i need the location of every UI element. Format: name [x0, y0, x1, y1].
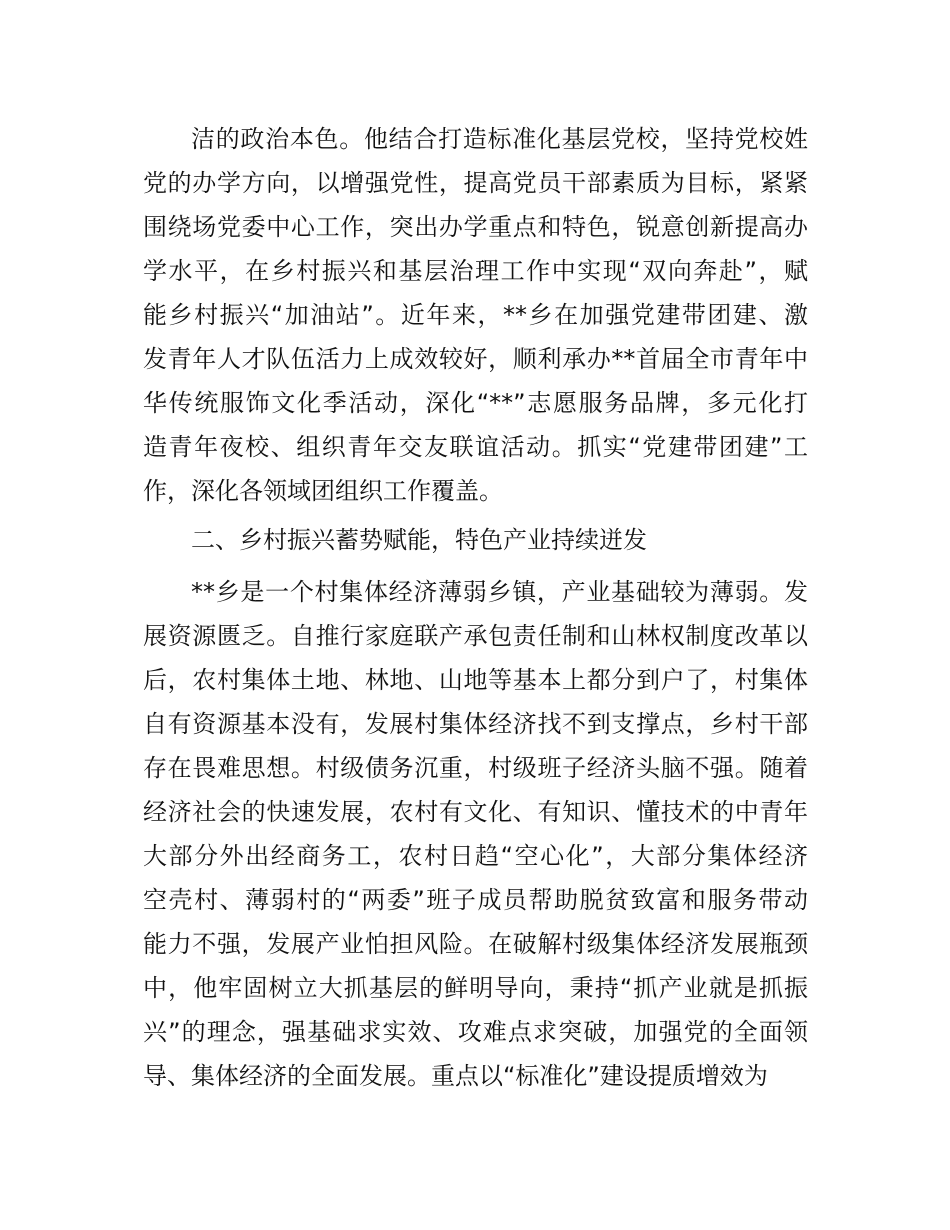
- text-line: 存在畏难思想。村级债务沉重，村级班子经济头脑不强。随着: [143, 754, 808, 782]
- text-line: **乡是一个村集体经济薄弱乡镇，产业基础较为薄弱。发: [191, 578, 808, 606]
- text-line: 学水平，在乡村振兴和基层治理工作中实现“双向奔赴”，赋: [143, 257, 808, 285]
- text-line: 兴”的理念，强基础求实效、攻难点求突破，加强党的全面领: [143, 1018, 808, 1046]
- section-heading-text: 二、乡村振兴蓄势赋能，特色产业持续迸发: [191, 526, 647, 554]
- text-line: 围绕场党委中心工作，突出办学重点和特色，锐意创新提高办: [143, 213, 808, 241]
- text-line: 大部分外出经商务工，农村日趋“空心化”，大部分集体经济: [143, 842, 808, 870]
- section-heading: [143, 518, 808, 562]
- text-line: 能乡村振兴“加油站”。近年来，**乡在加强党建带团建、激: [143, 301, 808, 329]
- text-line: 造青年夜校、组织青年交友联谊活动。抓实“党建带团建”工: [143, 433, 808, 461]
- text-line: 能力不强，发展产业怕担风险。在破解村级集体经济发展瓶颈: [143, 930, 808, 958]
- text-line: 自有资源基本没有，发展村集体经济找不到支撑点，乡村干部: [143, 710, 808, 738]
- text-line: 空壳村、薄弱村的“两委”班子成员帮助脱贫致富和服务带动: [143, 886, 808, 914]
- text-line: 作，深化各领域团组织工作覆盖。: [143, 477, 503, 505]
- text-line: 展资源匮乏。自推行家庭联产承包责任制和山林权制度改革以: [143, 622, 808, 650]
- text-line: 后，农村集体土地、林地、山地等基本上都分到户了，村集体: [143, 666, 808, 694]
- text-line: 经济社会的快速发展，农村有文化、有知识、懂技术的中青年: [143, 798, 808, 826]
- text-line: 党的办学方向，以增强党性，提高党员干部素质为目标，紧紧: [143, 169, 808, 197]
- text-line: 中，他牢固树立大抓基层的鲜明导向，秉持“抓产业就是抓振: [143, 974, 808, 1002]
- text-line: 洁的政治本色。他结合打造标准化基层党校，坚持党校姓: [191, 125, 808, 153]
- text-line: 发青年人才队伍活力上成效较好，顺利承办**首届全市青年中: [143, 345, 808, 373]
- paragraph-1: [143, 117, 808, 513]
- text-line: 华传统服饰文化季活动，深化“**”志愿服务品牌，多元化打: [143, 389, 808, 417]
- text-line: 导、集体经济的全面发展。重点以“标准化”建设提质增效为: [143, 1062, 768, 1090]
- paragraph-2: [143, 570, 808, 1098]
